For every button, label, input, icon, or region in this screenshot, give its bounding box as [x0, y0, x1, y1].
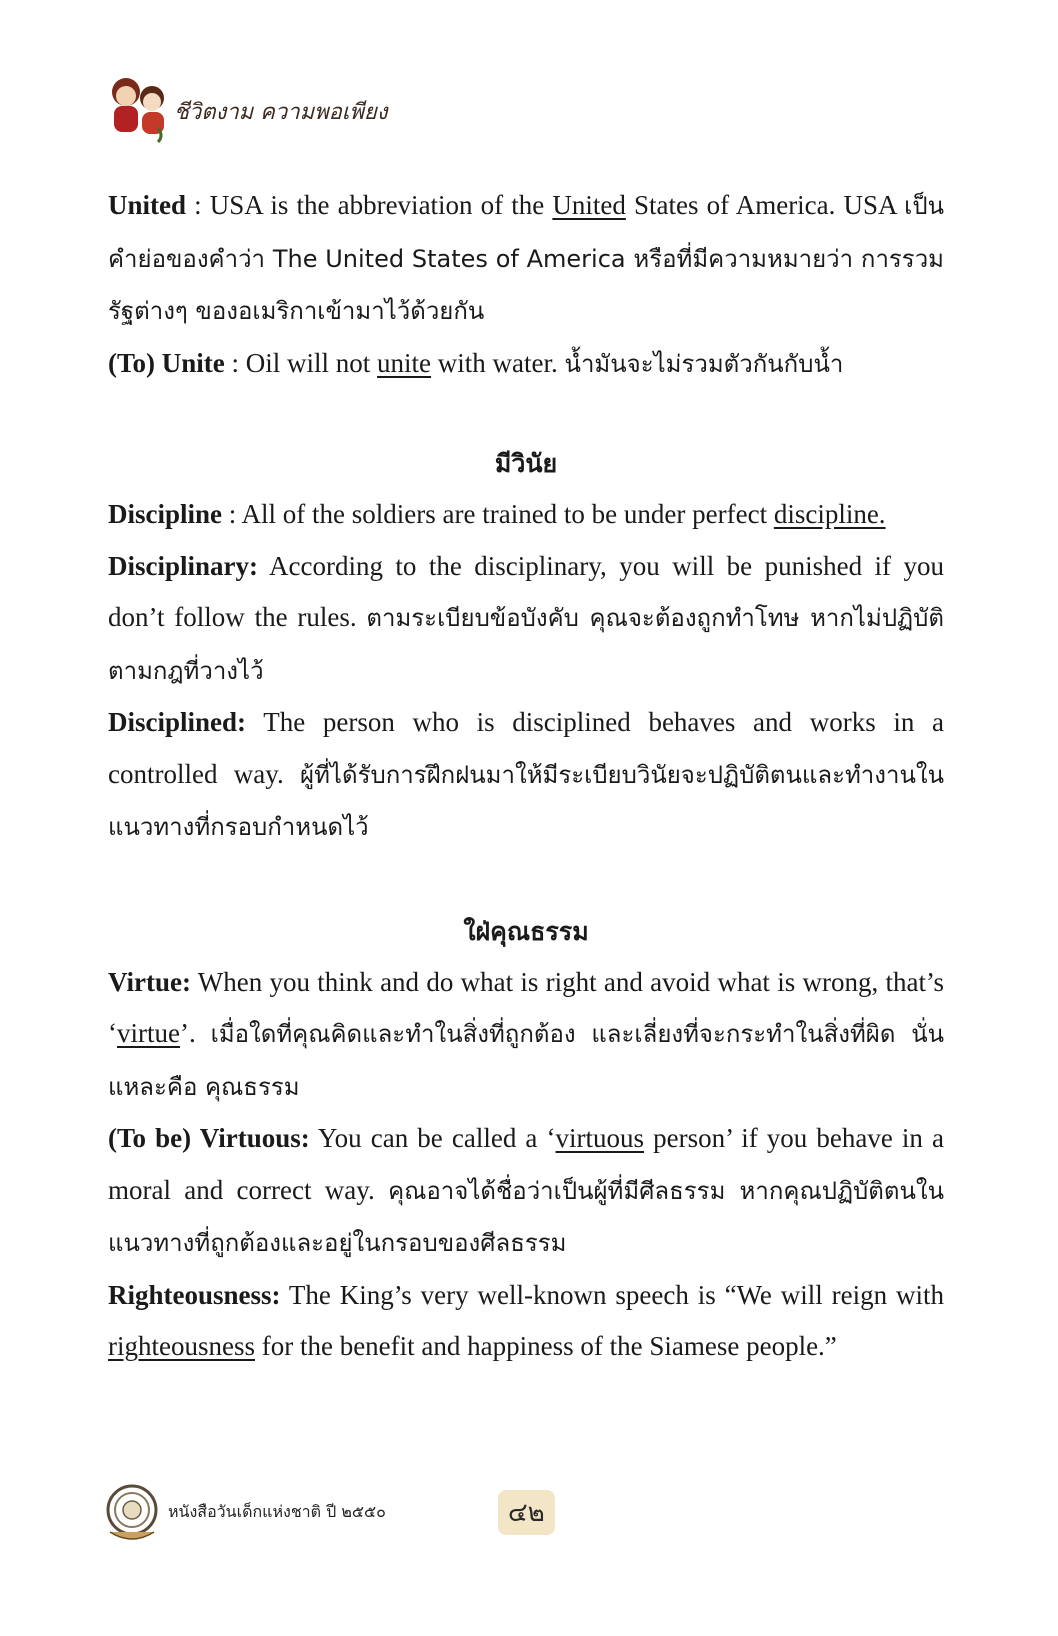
entry — [108, 489, 944, 541]
entry-keyword: discipline. — [773, 499, 886, 529]
entry-separator — [310, 1123, 318, 1153]
entries-unite — [108, 180, 944, 390]
entry-example: You can be called a ‘ — [317, 1123, 556, 1153]
page-footer — [100, 1480, 600, 1560]
children-illustration-icon — [100, 68, 180, 148]
entry-example-cont: States of America. USA — [625, 190, 905, 220]
entry-keyword: virtue — [117, 1018, 180, 1048]
entry-example: When you think and do what is right and avoid what is wrong, that’s ‘ — [108, 966, 945, 1048]
entry-thai: ตามระเบียบข้อบังคับ คุณจะต้องถูกทำโทษ หากไม่ปฏิบัติตามกฎที่วางไว้ — [108, 604, 944, 685]
running-header-title: ชีวิตงาม ความพอเพียง — [174, 100, 388, 125]
entry-example-cont: with water. — [431, 347, 565, 378]
entry-thai: เมื่อใดที่คุณคิดและทำในสิ่งที่ถูกต้อง และเลี่ยงที่จะกระทำในสิ่งที่ผิด นั่นแหละคือ คุณธรรม — [108, 1020, 945, 1101]
entry-term: Disciplinary: — [108, 550, 259, 581]
entry-example-cont: person’ if you behave in a moral and correct way. — [108, 1123, 945, 1205]
entry-term: Virtue: — [108, 966, 191, 997]
entry — [108, 541, 944, 698]
entry — [108, 180, 944, 338]
entry — [108, 1113, 944, 1270]
entry — [108, 338, 944, 391]
entry-thai: น้ำมันจะไม่รวมตัวกันกับน้ำ — [564, 349, 844, 378]
section-heading-virtue: ใฝ่คุณธรรม — [463, 916, 589, 946]
entry-separator — [246, 707, 263, 737]
entry-separator: : — [224, 347, 246, 378]
entry-example-cont: for the benefit and happiness of the Siamese people.” — [254, 1331, 837, 1361]
entry-keyword: unite — [377, 347, 432, 378]
entry-separator — [191, 967, 198, 997]
entry-example: Oil will not — [245, 347, 378, 378]
entry-thai: ผู้ที่ได้รับการฝึกฝนมาให้มีระเบียบวินัยจะปฏิบัติตนและทำงานในแนวทางที่กรอบกำหนดไว้ — [108, 760, 944, 841]
entry-term: (To) Unite — [108, 347, 225, 378]
entry — [108, 957, 944, 1114]
entry-thai: คุณอาจได้ชื่อว่าเป็นผู้ที่มีศีลธรรม หากคุณปฏิบัติตนในแนวทางที่ถูกต้องและอยู่ในกรอบของศีลธรรม — [108, 1176, 944, 1257]
entries-discipline — [108, 489, 944, 854]
entry-term: United — [108, 190, 187, 220]
entry-example: According to the disciplinary, you will be punished if you don’t follow the rules. — [108, 550, 944, 632]
entry-keyword: virtuous — [555, 1123, 645, 1153]
entry-term: Disciplined: — [108, 707, 247, 737]
entry-example: The King’s very well-known speech is “We will reign with — [288, 1279, 944, 1310]
entry — [108, 697, 944, 854]
entry-separator — [281, 1280, 289, 1310]
entry-example-cont: ’. — [179, 1018, 211, 1048]
entry-example: The person who is disciplined behaves and works in a controlled way. — [108, 707, 944, 789]
entry-example: All of the soldiers are trained to be under perfect — [241, 499, 774, 529]
emblem-icon — [100, 1480, 164, 1544]
book-title: หนังสือวันเด็กแห่งชาติ ปี ๒๕๕๐ — [168, 1502, 386, 1521]
entry-term: (To be) Virtuous: — [108, 1123, 310, 1153]
entry-keyword: United — [552, 190, 626, 220]
entry-term: Righteousness: — [108, 1279, 281, 1310]
entry-separator: : — [222, 499, 242, 529]
entry-thai: เป็นคำย่อของคำว่า The United States of America หรือที่มีความหมายว่า การรวมรัฐต่างๆ ของอเมริกาเข้ามาไว้ด้วยกัน — [108, 192, 944, 325]
entry-separator — [258, 551, 269, 581]
entry-term: Discipline — [108, 499, 223, 529]
entry-keyword: righteousness — [108, 1331, 255, 1361]
entry-example: USA is the abbreviation of the — [209, 190, 553, 220]
page-header — [100, 64, 420, 154]
page-number: ๔๒ — [498, 1490, 555, 1535]
entry-separator: : — [186, 190, 210, 220]
entries-virtue — [108, 957, 944, 1373]
page-body — [108, 180, 944, 1373]
entry — [108, 1270, 944, 1373]
section-heading-discipline: มีวินัย — [494, 449, 558, 478]
